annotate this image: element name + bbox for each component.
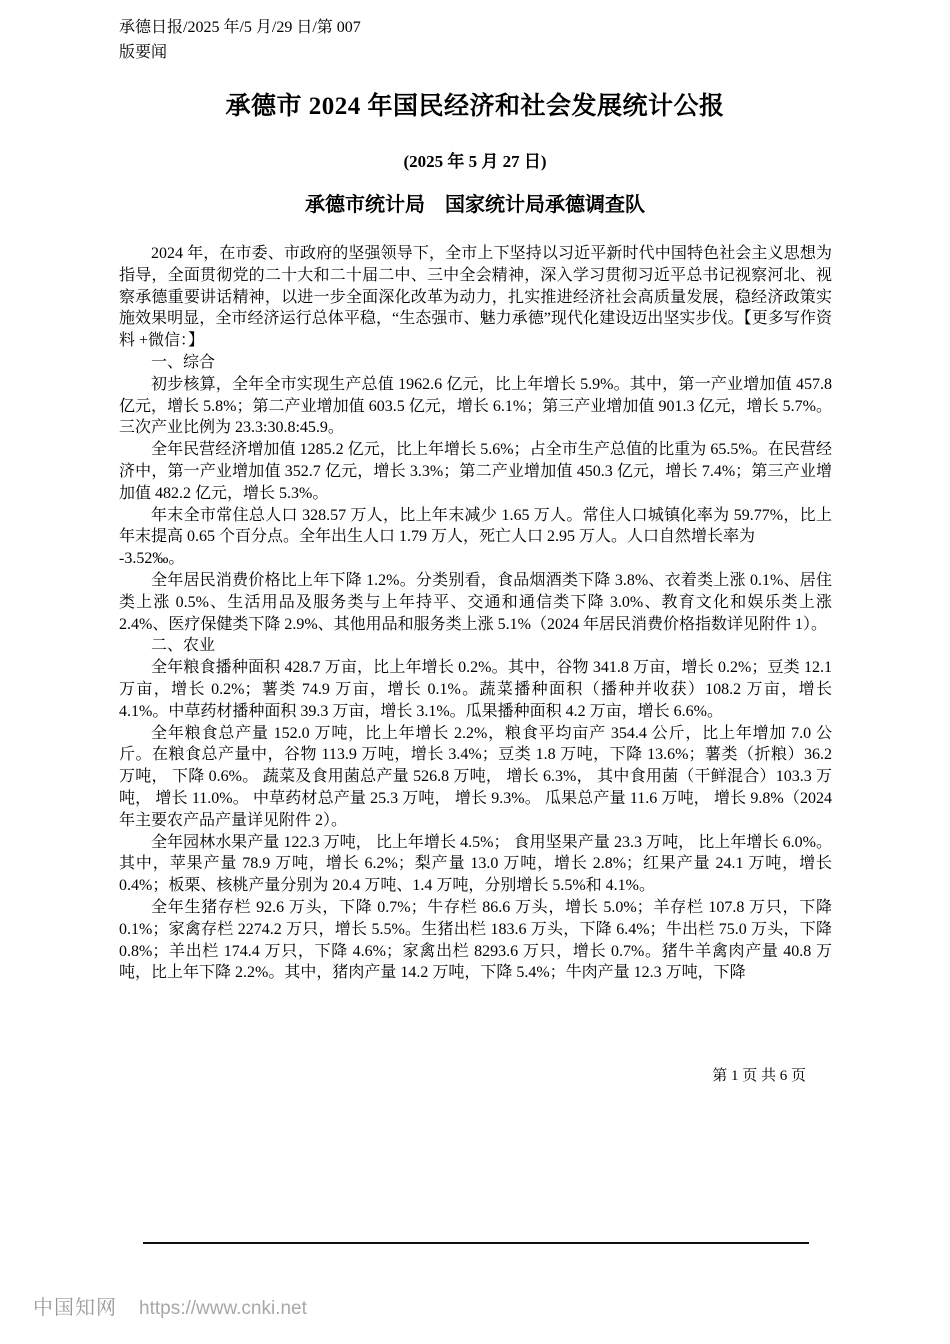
cnki-brand-text: 中国知网 — [33, 1297, 117, 1319]
masthead-line-1: 承德日报/2025 年/5 月/29 日/第 007 — [119, 19, 361, 36]
cnki-url: https://www.cnki.net — [139, 1298, 307, 1319]
paragraph: 全年民营经济增加值 1285.2 亿元，比上年增长 5.6%；占全市生产总值的比重为 65.5%。在民营经济中，第一产业增加值 352.7 亿元，增长 3.3%；第二产业增加值 450.3 亿元，增长 7.4%；第三产业增加值 482.2 亿元，增长 5.3%。 — [119, 441, 832, 502]
article-body — [119, 243, 832, 984]
masthead-line-2: 版要闻 — [119, 44, 168, 61]
paragraph: 全年园林水果产量 122.3 万吨， 比上年增长 4.5%； 食用坚果产量 23.3 万吨， 比上年增长 6.0%。其中，苹果产量 78.9 万吨，增长 6.2%；梨产量 13.0 万吨，增长 2.8%；红果产量 24.1 万吨，增长 0.4%；板栗、核桃产量分别为 20.4 万吨、1.4 万吨，分别增长 5.5%和 4.1%。 — [119, 833, 832, 895]
page-number: 第 1 页 共 6 页 — [712, 1068, 806, 1084]
paragraph: 全年粮食总产量 152.0 万吨，比上年增长 2.2%，粮食平均亩产 354.4 公斤，比上年增加 7.0 公斤。在粮食总产量中，谷物 113.9 万吨，增长 3.4%；豆类 1.8 万吨，下降 13.6%；薯类（折粮）36.2 万吨， 下降 0.6%。 蔬菜及食用菌总产量 526.8 万吨， 增长 6.3%， 其中食用菌（干鲜混合）103.3 万吨， 增长 11.0%。 中草药材总产量 25.3 万吨， 增长 9.3%。 瓜果总产量 11.6 万吨， 增长 9.8%（2024 年主要农产品产量详见附件 2）。 — [119, 724, 832, 829]
article-title: 承德市 2024 年国民经济和社会发展统计公报 — [225, 93, 725, 120]
section-heading: 一、综合 — [151, 353, 216, 371]
footer-divider — [143, 1242, 809, 1244]
paragraph: 全年居民消费价格比上年下降 1.2%。分类别看，食品烟酒类下降 3.8%、衣着类上涨 0.1%、居住类上涨 0.5%、生活用品及服务类与上年持平、交通和通信类下降 3.0%、教育文化和娱乐类上涨 2.4%、医疗保健类下降 2.9%、其他用品和服务类上涨 5.1%（2024 年居民消费价格指数详见附件 1）。 — [119, 571, 832, 633]
byline: 承德市统计局 国家统计局承德调查队 — [305, 194, 645, 216]
paragraph: 初步核算，全年全市实现生产总值 1962.6 亿元，比上年增长 5.9%。其中，第一产业增加值 457.8 亿元，增长 5.8%；第二产业增加值 603.5 亿元，增长 6.1%；第三产业增加值 901.3 亿元，增长 5.7%。三次产业比例为 23.3:30.8:45.9。 — [119, 375, 832, 437]
section-heading: 二、农业 — [151, 637, 216, 655]
paragraph: 2024 年，在市委、市政府的坚强领导下，全市上下坚持以习近平新时代中国特色社会主义思想为指导，全面贯彻党的二十大和二十届二中、三中全会精神，深入学习贯彻习近平总书记视察河北、视察承德重要讲话精神，以进一步全面深化改革为动力，扎实推进经济社会高质量发展，稳经济政策实施效果明显，全市经济运行总体平稳，“生态强市、魅力承德”现代化建设迈出坚实步伐。【更多写作资料 +微信：】 — [119, 245, 832, 350]
masthead — [119, 15, 361, 65]
publication-date: (2025 年 5 月 27 日) — [403, 152, 547, 171]
paragraph: 全年粮食播种面积 428.7 万亩，比上年增长 0.2%。其中，谷物 341.8 万亩，增长 0.2%；豆类 12.1 万亩，增长 0.2%；薯类 74.9 万亩，增长 0.1%。蔬菜播种面积（播种并收获）108.2 万亩，增长 4.1%。中草药材播种面积 39.3 万亩，增长 3.1%。瓜果播种面积 4.2 万亩，增长 6.6%。 — [119, 659, 832, 720]
paragraph: 年末全市常住总人口 328.57 万人，比上年末减少 1.65 万人。常住人口城镇化率为 59.77%，比上年末提高 0.65 个百分点。全年出生人口 1.79 万人，死亡人口 2.95 万人。人口自然增长率为 -3.52‰。 — [119, 506, 832, 568]
paragraph: 全年生猪存栏 92.6 万头，下降 0.7%；牛存栏 86.6 万头，增长 5.0%；羊存栏 107.8 万只，下降 0.1%；家禽存栏 2274.2 万只，增长 5.5%。生猪出栏 183.6 万头，下降 6.4%；牛出栏 75.0 万头，下降 0.8%；羊出栏 174.4 万只，下降 4.6%；家禽出栏 8293.6 万只，增长 0.7%。猪牛羊禽肉产量 40.8 万吨，比上年下降 2.2%。其中，猪肉产量 14.2 万吨，下降 5.4%；牛肉产量 12.3 万吨，下降 — [119, 898, 832, 982]
footer — [33, 1291, 307, 1320]
